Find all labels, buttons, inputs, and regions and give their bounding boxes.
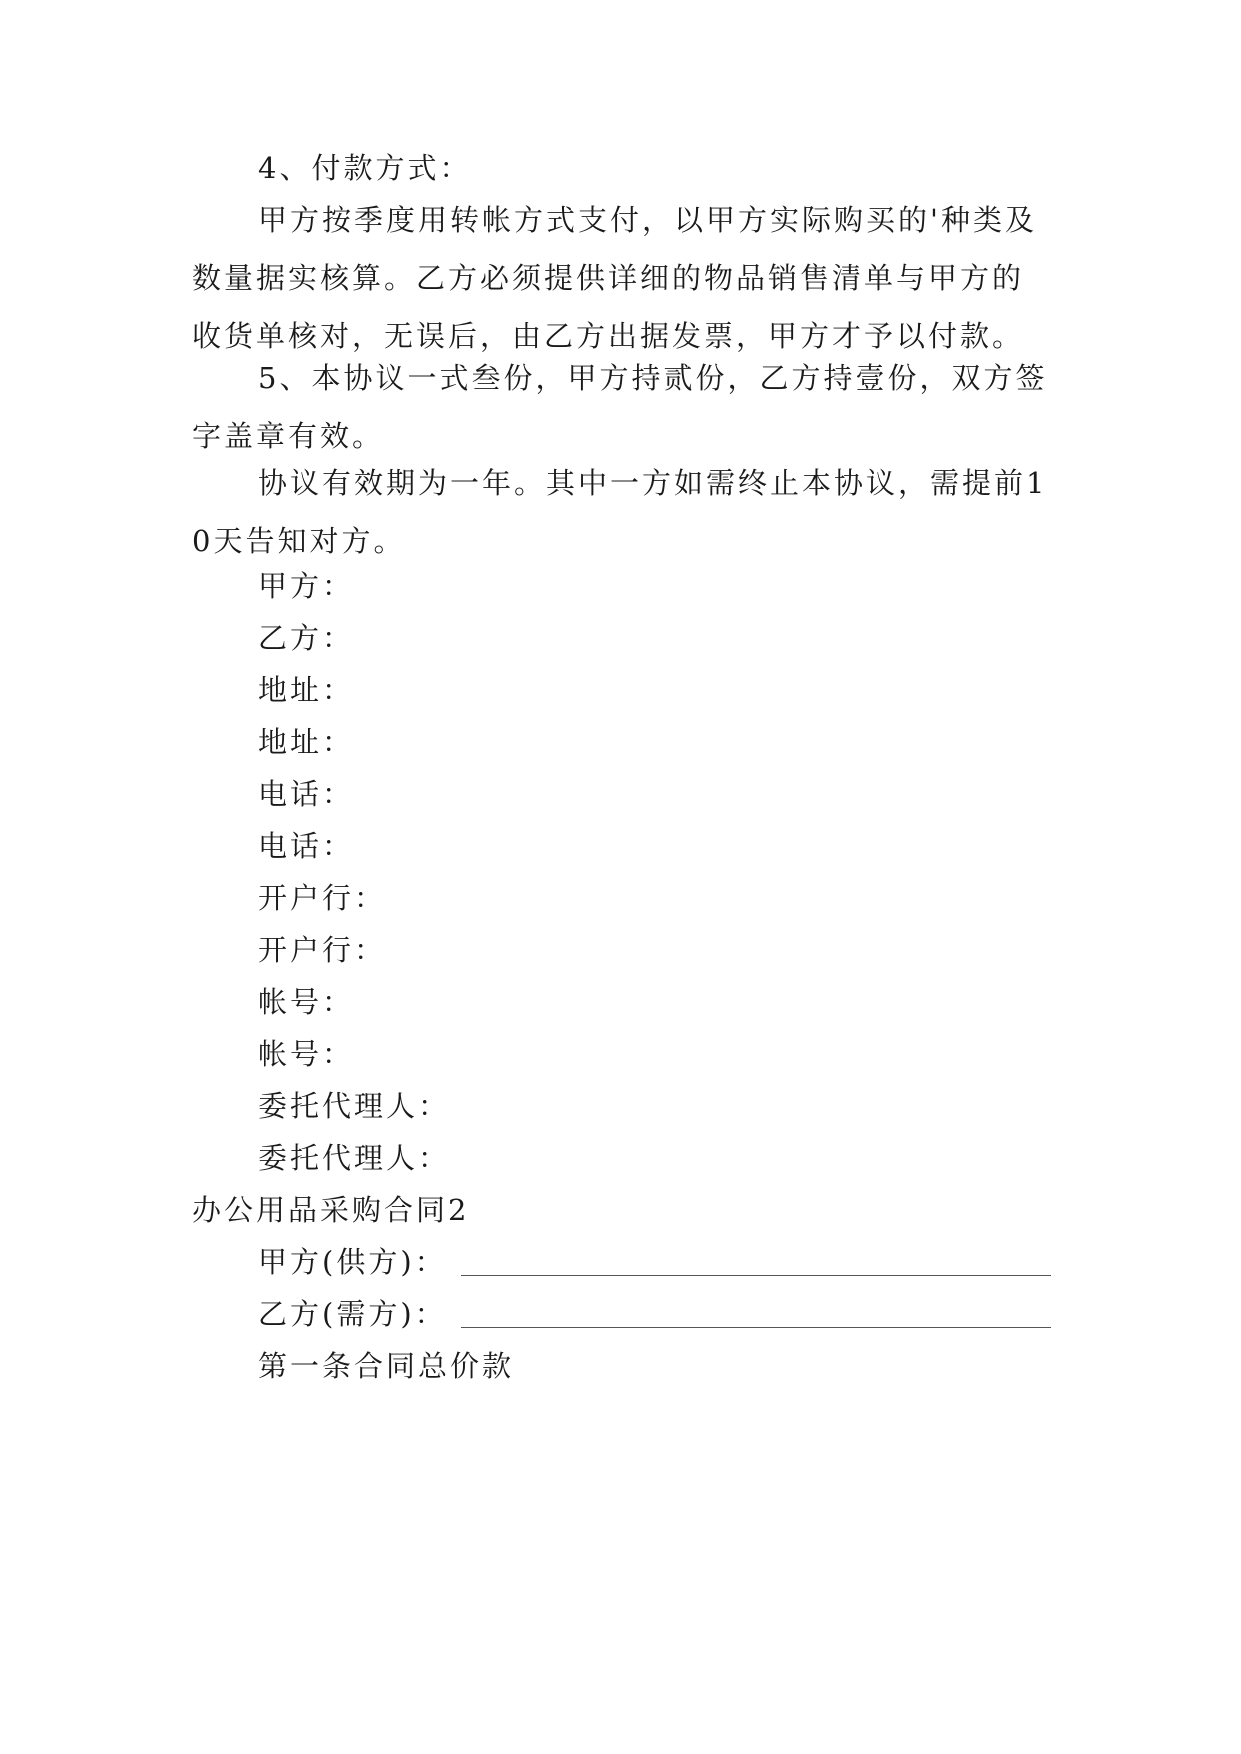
buyer-field-row [258, 1285, 1051, 1343]
field-phone-b: 电话： [258, 829, 355, 863]
payment-terms-paragraph: 甲方按季度用转帐方式支付，以甲方实际购买的'种类及数量据实核算。乙方必须提供详细的物品销售清单与甲方的收货单核对，无误后，由乙方出据发票，甲方才予以付款。 [192, 203, 1037, 353]
buyer-field-label: 乙方(需方)： [258, 1297, 447, 1331]
field-phone-a: 电话： [258, 777, 355, 811]
field-account-b: 帐号： [258, 1037, 355, 1071]
supplier-blank-line [461, 1255, 1051, 1276]
supplier-field-row [258, 1233, 1051, 1291]
field-address-b: 地址： [258, 725, 355, 759]
field-agent-b: 委托代理人： [258, 1141, 451, 1175]
section-title: 办公用品采购合同2 [192, 1193, 470, 1227]
field-party-b: 乙方： [258, 621, 355, 655]
field-bank-b: 开户行： [258, 933, 387, 967]
buyer-blank-line [461, 1307, 1051, 1328]
field-party-a: 甲方： [258, 569, 355, 603]
validity-clause-paragraph: 协议有效期为一年。其中一方如需终止本协议，需提前10天告知对方。 [192, 466, 1048, 558]
payment-method-heading: 4、付款方式： [258, 151, 472, 185]
supplier-field-label: 甲方(供方)： [258, 1245, 447, 1279]
field-agent-a: 委托代理人： [258, 1089, 451, 1123]
article-heading: 第一条合同总价款 [258, 1349, 515, 1383]
field-account-a: 帐号： [258, 985, 355, 1019]
field-address-a: 地址： [258, 673, 355, 707]
field-bank-a: 开户行： [258, 881, 387, 915]
copies-clause-paragraph: 5、本协议一式叁份，甲方持贰份，乙方持壹份，双方签字盖章有效。 [192, 361, 1048, 453]
